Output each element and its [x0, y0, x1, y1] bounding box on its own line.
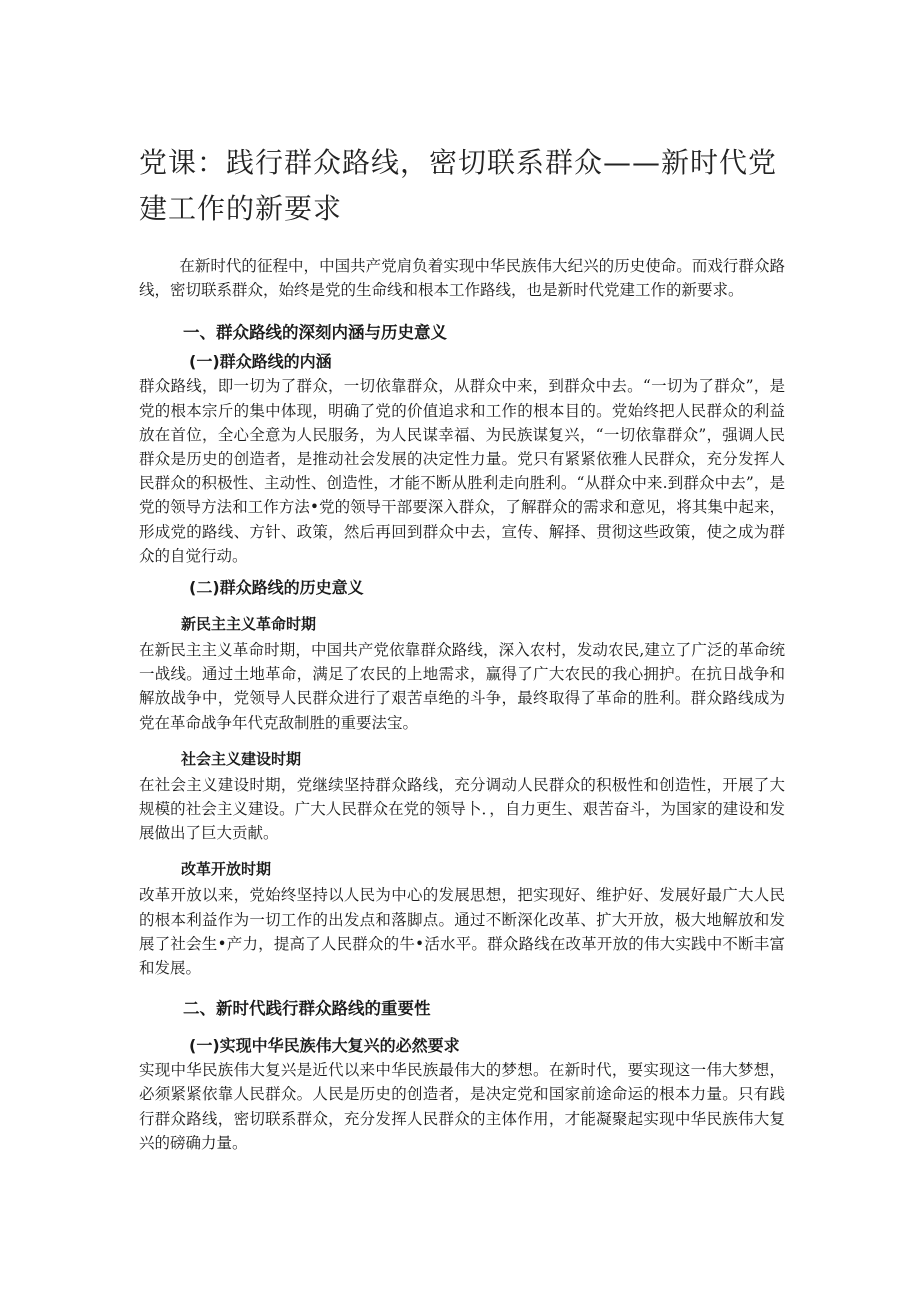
intro-paragraph: 在新时代的征程中，中国共产党肩负着实现中华民族伟大纪兴的历史使命。而戏行群众路线，密切联系群众，始终是党的生命线和根本工作路线，也是新时代党建工作的新要求。	[139, 257, 785, 300]
document-page	[139, 140, 785, 1155]
period-heading: 改革开放时期	[181, 860, 272, 879]
subsection-heading: (一)群众路线的内涵	[189, 352, 332, 372]
body-paragraph: 在社会主义建设时期，党继续坚持群众路线，充分调动人民群众的积极性和创造性，开展了大规模的社会主义建设。广大人民群众在党的领导卜．，自力更生、艰苦奋斗，为国家的建设和发展做出了巨大贡献。	[139, 775, 785, 843]
subsection-heading: (一)实现中华民族伟大复兴的必然要求	[189, 1036, 460, 1056]
document-title: 党课：践行群众路线，密切联系群众——新时代党建工作的新要求	[139, 146, 778, 225]
body-paragraph: 实现中华民族伟大复兴是近代以来中华民族最伟大的梦想。在新时代，要实现这一伟大梦想，必须紧紧依靠人民群众。人民是历史的创造者，是决定党和国家前途命运的根本力量。只有践行群众路线，密切联系群众，充分发挥人民群众的主体作用，才能凝聚起实现中华民族伟大复兴的磅确力量。	[139, 1061, 785, 1152]
section-heading: 二、新时代践行群众路线的重要性	[183, 999, 431, 1019]
period-heading: 社会主义建设时期	[181, 749, 302, 768]
body-paragraph: 群众路线，即一切为了群众，一切依靠群众，从群众中来，到群众中去。“一切为了群众”，是党的根本宗斤的集中体现，明确了党的价值追求和工作的根本目的。党始终把人民群众的利益放在首位，全心全意为人民服务，为人民谋幸福、为民族谋复兴，“一切依靠群众”，强调人民群众是历史的创造者，是推动社会发展的决定性力量。党只有紧紧依雅人民群众，充分发挥人民群众的积极性、主动性、创造性，才能不断从胜利走向胜利。“从群众中来.到群众中去”，是党的领导方法和工作方法•党的领导干部要深入群众，了解群众的需求和意见，将其集中起来，形成党的路线、方针、政策，然后再回到群众中去，宣传、解择、贯彻这些政策，使之成为群众的自觉行动。	[139, 377, 785, 565]
body-paragraph: 改革开放以来，党始终坚持以人民为中心的发展思想，把实现好、维护好、发展好最广大人民的根本利益作为一切工作的出发点和落脚点。通过不断深化改革、扩大开放，极大地解放和发展了社会生•产力，提高了人民群众的牛•活水平。群众路线在改革开放的伟大实践中不断丰富和发展。	[139, 886, 785, 978]
period-heading: 新民主主义革命时期	[181, 615, 317, 634]
section-heading: 一、群众路线的深刻内涵与历史意义	[183, 323, 447, 343]
subsection-heading: (二)群众路线的历史意义	[189, 578, 364, 598]
body-paragraph: 在新民主主义革命时期，中国共产党依靠群众路线，深入农村，发动农民,建立了广泛的革命统一战线。通过土地革命，满足了农民的上地需求，赢得了广大农民的我心拥护。在抗日战争和解放战争中，党领导人民群众进行了艰苦卓绝的斗争，最终取得了革命的胜利。群众路线成为党在革命战争年代克敌制胜的重要法宝。	[139, 641, 785, 732]
